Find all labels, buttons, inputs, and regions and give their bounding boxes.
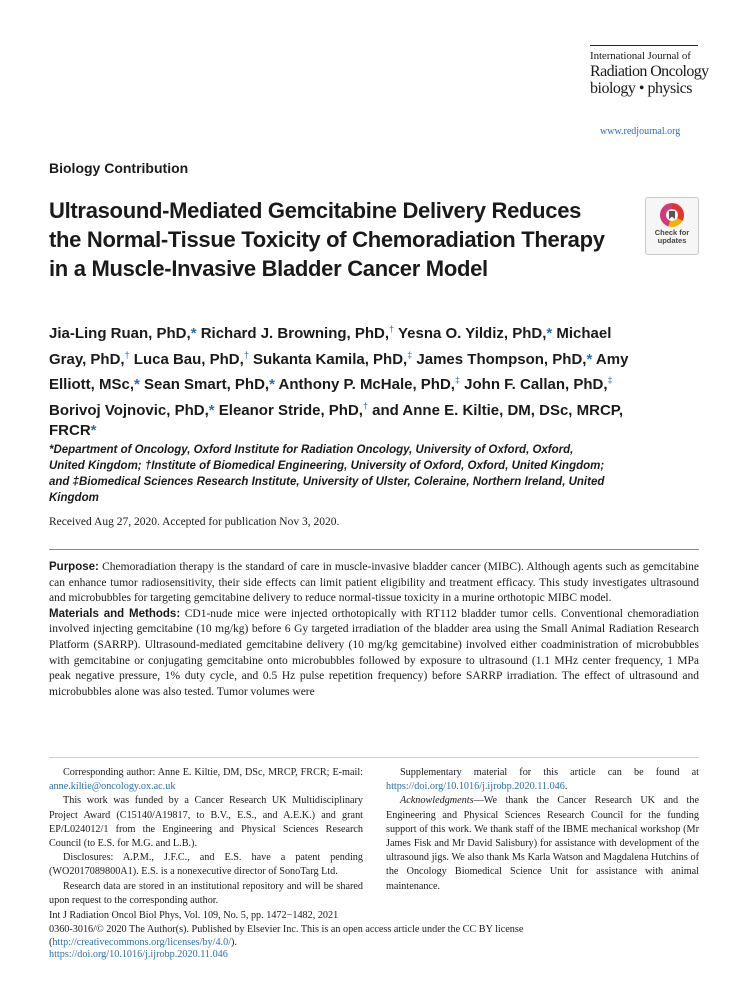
author-affiliation-mark: *: [190, 325, 197, 342]
license-link[interactable]: http://creativecommons.org/licenses/by/4.0/: [52, 937, 232, 949]
abstract-methods: [49, 607, 699, 701]
journal-name-line2: Radiation Oncology: [590, 63, 709, 80]
received-dates: Received Aug 27, 2020. Accepted for publication Nov 3, 2020.: [49, 516, 340, 528]
supplementary-note: [386, 766, 699, 794]
divider: [49, 549, 699, 550]
crossmark-icon: [660, 203, 684, 227]
author-name: Sean Smart, PhD,: [144, 376, 270, 393]
author-affiliation-mark: *: [208, 401, 215, 419]
footnote-divider: [49, 757, 699, 758]
purpose-text: Chemoradiation therapy is the standard of care in muscle-invasive bladder cancer (MIBC). Although agents such as gemcitabine can enhance tumor radiosensitivity, their side effects can limit patient eligibility and treatment efficacy. This study investigates ultrasound and microbubbles for targeting gemcitabine delivery to reduce normal-tissue toxicity in a murine orthotopic MIBC model.: [49, 561, 700, 605]
abstract: [49, 560, 699, 700]
author-name: John F. Callan, PhD,: [464, 376, 608, 393]
author-name: James Thompson, PhD,: [416, 350, 587, 368]
author-name: Sukanta Kamila, PhD,: [253, 350, 408, 368]
author-name: and Anne E. Kiltie, DM, DSc, MRCP, FRCR: [49, 401, 624, 439]
footnotes-left: [49, 766, 363, 908]
journal-url-link[interactable]: www.redjournal.org: [600, 126, 681, 137]
methods-heading: Materials and Methods:: [49, 607, 181, 620]
abstract-purpose: [49, 560, 699, 607]
author-affiliation-mark: ‡: [454, 375, 460, 385]
author-affiliation-mark: ‡: [607, 375, 613, 385]
supplementary-text: Supplementary material for this article can be found at: [400, 767, 699, 778]
disclosures-note: Disclosures: A.P.M., J.F.C., and E.S. have a patent pending (WO2017089800A1). E.S. is a nonexecutive director of SonoTarg Ltd.: [49, 852, 363, 878]
author-affiliation-mark: *: [269, 376, 275, 393]
author-name: Anthony P. McHale, PhD,: [278, 376, 455, 393]
author-affiliation-mark: †: [124, 349, 130, 360]
affiliations: *Department of Oncology, Oxford Institute for Radiation Oncology, University of Oxford, Oxford, United Kingdom; †Institute of Biomedical Engineering, University of Oxford, Oxford, United Kingdom; and ‡Biomedical Sciences Research Institute, University of Ulster, Coleraine, Northern Ireland, United Kingdom: [49, 444, 605, 504]
author-name: Amy Elliott, MSc,: [49, 350, 629, 393]
masthead-rule: [590, 45, 698, 46]
corresponding-author: [49, 766, 363, 794]
license-suffix: ).: [231, 937, 237, 949]
check-for-updates-badge[interactable]: [645, 197, 699, 255]
author-affiliation-mark: †: [362, 400, 368, 411]
data-note: Research data are stored in an institutional repository and will be shared upon request to the corresponding author.: [49, 880, 363, 906]
author-list: [49, 319, 649, 442]
footnotes-right: [386, 766, 699, 894]
email-link[interactable]: anne.kiltie@oncology.ox.ac.uk: [49, 781, 176, 793]
purpose-heading: Purpose:: [49, 561, 99, 573]
author-name: Luca Bau, PhD,: [133, 350, 244, 368]
supplementary-link[interactable]: https://doi.org/10.1016/j.ijrobp.2020.11.046: [386, 781, 565, 793]
author-affiliation-mark: *: [586, 350, 593, 368]
author-affiliation-mark: *: [134, 376, 140, 393]
author-affiliation-mark: *: [90, 422, 97, 439]
doi-link[interactable]: https://doi.org/10.1016/j.ijrobp.2020.11.046: [49, 949, 228, 960]
journal-name-line3: biology • physics: [590, 80, 692, 97]
check-updates-label-1: Check for: [654, 228, 690, 237]
author-affiliation-mark: †: [243, 349, 249, 360]
author-name: Michael Gray, PhD,: [49, 325, 612, 368]
supplementary-suffix: .: [564, 781, 568, 793]
author-name: Borivoj Vojnovic, PhD,: [49, 401, 209, 419]
author-affiliation-mark: †: [389, 324, 395, 334]
funding-note: This work was funded by a Cancer Research UK Multidisciplinary Project Award (C15140/A19817, to B.V., E.S., and A.E.K.) and grant EP/L024012/1 from the Engineering and Physical Sciences Research Council (to E.S. for M.G. and L.B.).: [49, 795, 363, 850]
author-name: Eleanor Stride, PhD,: [218, 401, 363, 419]
acknowledgments: [386, 794, 699, 893]
journal-name-line1: International Journal of: [590, 50, 691, 62]
article-title: Ultrasound-Mediated Gemcitabine Delivery Reduces the Normal-Tissue Toxicity of Chemoradiation Therapy in a Muscle-Invasive Bladder Cancer Model: [49, 198, 605, 281]
journal-citation: Int J Radiation Oncol Biol Phys, Vol. 109, No. 5, pp. 1472−1482, 2021: [49, 910, 339, 921]
acknowledgments-heading: Acknowledgments: [400, 795, 474, 807]
author-affiliation-mark: ‡: [407, 349, 413, 360]
license-note: [49, 923, 699, 950]
check-updates-label-2: updates: [657, 236, 687, 245]
author-name: Jia-Ling Ruan, PhD,: [49, 325, 191, 342]
author-name: Richard J. Browning, PhD,: [200, 325, 390, 342]
corresponding-author-text: Corresponding author: Anne E. Kiltie, DM, DSc, MRCP, FRCR; E-mail:: [63, 767, 363, 778]
methods-text: CD1-nude mice were injected orthotopically with RT112 bladder tumor cells. Conventional chemoradiation involved injecting gemcitabine (10 mg/kg) before 6 Gy targeted irradiation of the bladder area using the Small Animal Radiation Research Platform (SARRP). Ultrasound-mediated gemcitabine delivery (10 mg/kg gemcitabine) involved either coadministration of microbubbles with gemcitabine or conjugating gemcitabine onto microbubbles followed by exposure to ultrasound (1.1 MHz center frequency, 1 MPa peak negative pressure, 1% duty cycle, and 0.5 Hz pulse repetition frequency) before SARRP irradiation. The effect of ultrasound and microbubbles alone was also tested. Tumor volumes were: [49, 607, 699, 698]
acknowledgments-text: —We thank the Cancer Research UK and the Engineering and Physical Sciences Research Council for the funding support of this work. We thank staff of the IBME mechanical workshop (Mr James Fisk and Mr David Salisbury) for assistance with development of the ultrasound jigs. We also thank Ms Karla Watson and Magdalena Hutchins of the Oncology Biomedical Science Unit for assistance with animal maintenance.: [386, 795, 699, 892]
license-text: 0360-3016/© 2020 The Author(s). Published by Elsevier Inc. This is an open access article under the CC BY license (: [49, 924, 524, 949]
section-label: Biology Contribution: [49, 160, 189, 176]
journal-masthead: [590, 45, 710, 97]
author-affiliation-mark: *: [546, 325, 553, 342]
author-name: Yesna O. Yildiz, PhD,: [397, 325, 547, 342]
